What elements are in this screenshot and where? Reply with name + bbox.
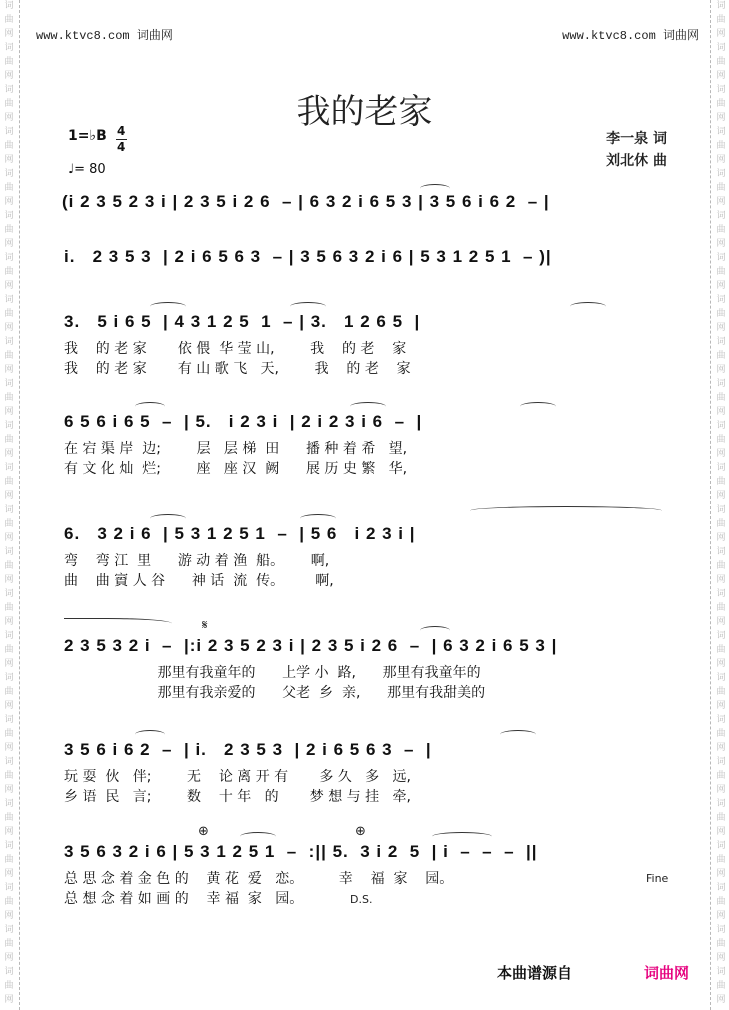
watermark-char: 曲 (4, 309, 14, 319)
watermark-char: 词 (716, 253, 726, 263)
watermark-char: 词 (716, 1, 726, 11)
watermark-char: 曲 (4, 729, 14, 739)
brand-link[interactable]: 词曲网 (644, 964, 690, 982)
watermark-char: 曲 (716, 99, 726, 109)
watermark-char: 曲 (716, 393, 726, 403)
watermark-char: 网 (4, 995, 14, 1005)
watermark-char: 曲 (4, 981, 14, 991)
watermark-char: 网 (4, 239, 14, 249)
watermark-char: 曲 (716, 267, 726, 277)
watermark-char: 曲 (716, 225, 726, 235)
watermark-char: 词 (4, 43, 14, 53)
watermark-char: 网 (4, 953, 14, 963)
score-line-7-lyrics-verse2: 乡 语 民 言; 数 十 年 的 梦 想 与 挂 牵, (64, 789, 411, 805)
watermark-char: 词 (4, 967, 14, 977)
watermark-char: 网 (4, 491, 14, 501)
right-watermark-strip (709, 0, 729, 1010)
watermark-char: 网 (716, 407, 726, 417)
watermark-char: 词 (716, 715, 726, 725)
score-line-8-notes: 3 5 6 3 2 i 6 | 5 3 1 2 5 1 – :|| 5. 3 i 2 5 | i – – – || (64, 842, 538, 861)
watermark-char: 词 (4, 379, 14, 389)
watermark-char: 词 (716, 85, 726, 95)
watermark-char: 曲 (716, 183, 726, 193)
key-signature: 1=♭B (68, 128, 107, 144)
watermark-char: 曲 (4, 141, 14, 151)
score-line-4-lyrics-verse1: 在 宕 渠 岸 边; 层 层 梯 田 播 种 着 希 望, (64, 441, 408, 457)
watermark-char: 曲 (716, 729, 726, 739)
watermark-char: 词 (716, 925, 726, 935)
source-label: 本曲谱源自 (497, 964, 573, 982)
watermark-char: 网 (4, 743, 14, 753)
watermark-char: 网 (4, 701, 14, 711)
score-line-6-notes: 2 3 5 3 2 i – |:i 2 3 5 2 3 i | 2 3 5 i 2 6 – | 6 3 2 i 6 5 3 | (64, 636, 558, 655)
tie-mark (150, 302, 186, 311)
watermark-char: 词 (716, 673, 726, 683)
watermark-char: 网 (716, 197, 726, 207)
fine-marking: Fine (646, 872, 669, 885)
song-title: 我的老家 (296, 92, 433, 132)
watermark-char: 曲 (4, 561, 14, 571)
watermark-char: 网 (716, 449, 726, 459)
watermark-char: 网 (716, 785, 726, 795)
watermark-char: 曲 (716, 897, 726, 907)
watermark-char: 网 (716, 659, 726, 669)
ds-marking: D.S. (350, 893, 373, 906)
watermark-char: 网 (4, 785, 14, 795)
watermark-char: 词 (4, 337, 14, 347)
tie-mark (570, 302, 606, 311)
coda-sign-2: ⊕ (355, 824, 366, 839)
watermark-char: 网 (716, 533, 726, 543)
watermark-char: 词 (716, 295, 726, 305)
watermark-char: 词 (4, 85, 14, 95)
score-line-4-notes: 6 5 6 i 6 5 – | 5. i 2 3 i | 2 i 2 3 i 6 – | (64, 412, 423, 431)
watermark-char: 词 (716, 379, 726, 389)
time-signature-top: 4 (117, 124, 126, 138)
lyricist-credit: 李一泉 词 (606, 131, 667, 147)
watermark-char: 网 (4, 869, 14, 879)
watermark-char: 网 (716, 323, 726, 333)
watermark-char: 词 (4, 547, 14, 557)
watermark-char: 词 (716, 631, 726, 641)
watermark-char: 词 (4, 799, 14, 809)
time-signature-bottom: 4 (117, 140, 126, 154)
tie-mark (350, 402, 386, 411)
watermark-char: 网 (4, 281, 14, 291)
watermark-char: 词 (716, 211, 726, 221)
right-dashed-line (710, 0, 711, 1010)
watermark-char: 词 (4, 127, 14, 137)
watermark-char: 词 (4, 505, 14, 515)
watermark-char: 词 (716, 967, 726, 977)
watermark-char: 词 (4, 631, 14, 641)
segno-sign: 𝄋 (202, 618, 208, 633)
watermark-char: 词 (716, 169, 726, 179)
slur-mark (470, 506, 662, 515)
score-line-3-lyrics-verse2: 我 的 老 家 有 山 歌 飞 天, 我 的 老 家 (64, 361, 411, 377)
watermark-char: 词 (4, 463, 14, 473)
tie-mark (300, 514, 336, 523)
site-url-right[interactable]: www.ktvc8.com 词曲网 (562, 29, 699, 43)
tie-mark (290, 302, 326, 311)
watermark-char: 词 (4, 421, 14, 431)
watermark-char: 曲 (4, 225, 14, 235)
watermark-char: 词 (716, 547, 726, 557)
watermark-char: 网 (716, 743, 726, 753)
watermark-char: 曲 (716, 477, 726, 487)
watermark-char: 词 (716, 421, 726, 431)
tempo-marking: ♩= 80 (68, 162, 106, 177)
watermark-char: 网 (716, 71, 726, 81)
score-line-8-lyrics-verse1: 总 思 念 着 金 色 的 黄 花 爱 恋。 幸 福 家 园。 (64, 871, 454, 887)
watermark-char: 曲 (4, 15, 14, 25)
watermark-char: 网 (4, 533, 14, 543)
watermark-char: 曲 (716, 771, 726, 781)
watermark-char: 网 (4, 29, 14, 39)
watermark-char: 曲 (716, 519, 726, 529)
watermark-char: 曲 (716, 645, 726, 655)
watermark-char: 网 (4, 827, 14, 837)
watermark-char: 网 (716, 953, 726, 963)
score-line-3-notes: 3. 5 i 6 5 | 4 3 1 2 5 1 – | 3. 1 2 6 5 | (64, 312, 421, 331)
composer-credit: 刘北休 曲 (606, 153, 667, 169)
tie-mark (500, 730, 536, 739)
watermark-char: 网 (716, 365, 726, 375)
watermark-char: 网 (716, 617, 726, 627)
watermark-char: 网 (4, 155, 14, 165)
watermark-char: 曲 (716, 603, 726, 613)
watermark-char: 曲 (4, 897, 14, 907)
watermark-char: 曲 (4, 435, 14, 445)
watermark-char: 词 (716, 883, 726, 893)
watermark-char: 曲 (716, 939, 726, 949)
left-dashed-line (19, 0, 20, 1010)
slur-mark (64, 618, 172, 627)
watermark-char: 词 (716, 43, 726, 53)
watermark-char: 词 (4, 1, 14, 11)
watermark-char: 曲 (716, 855, 726, 865)
score-line-1-notes: (i 2 3 5 2 3 i | 2 3 5 i 2 6 – | 6 3 2 i 6 5 3 | 3 5 6 i 6 2 – | (62, 192, 550, 211)
watermark-char: 网 (4, 575, 14, 585)
watermark-char: 网 (716, 239, 726, 249)
tie-mark (135, 730, 165, 739)
watermark-char: 网 (716, 701, 726, 711)
watermark-char: 网 (716, 281, 726, 291)
watermark-char: 词 (4, 925, 14, 935)
watermark-char: 曲 (4, 351, 14, 361)
watermark-char: 曲 (716, 561, 726, 571)
watermark-char: 词 (716, 337, 726, 347)
watermark-char: 曲 (716, 435, 726, 445)
watermark-char: 网 (4, 659, 14, 669)
watermark-char: 网 (716, 155, 726, 165)
watermark-char: 曲 (4, 267, 14, 277)
watermark-char: 曲 (4, 519, 14, 529)
tie-mark (150, 514, 186, 523)
watermark-char: 网 (716, 827, 726, 837)
tie-mark (420, 184, 450, 193)
watermark-char: 词 (4, 757, 14, 767)
score-line-6-lyrics-verse2: 那里有我亲爱的 父老 乡 亲, 那里有我甜美的 (64, 685, 486, 701)
score-line-7-lyrics-verse1: 玩 耍 伙 伴; 无 论 离 开 有 多 久 多 远, (64, 769, 411, 785)
score-line-2-notes: i. 2 3 5 3 | 2 i 6 5 6 3 – | 3 5 6 3 2 i 6 | 5 3 1 2 5 1 – )| (64, 247, 552, 266)
watermark-char: 曲 (716, 15, 726, 25)
watermark-char: 网 (4, 407, 14, 417)
watermark-char: 网 (4, 197, 14, 207)
watermark-char: 网 (716, 113, 726, 123)
watermark-char: 词 (4, 211, 14, 221)
score-line-7-notes: 3 5 6 i 6 2 – | i. 2 3 5 3 | 2 i 6 5 6 3 – | (64, 740, 432, 759)
coda-sign-1: ⊕ (198, 824, 209, 839)
watermark-char: 曲 (716, 351, 726, 361)
tie-mark (240, 832, 276, 841)
tie-mark (432, 832, 492, 841)
watermark-char: 词 (4, 883, 14, 893)
tie-mark (420, 626, 450, 635)
score-line-5-lyrics-verse1: 弯 弯 江 里 游 动 着 渔 船。 啊, (64, 553, 330, 569)
watermark-char: 网 (716, 491, 726, 501)
watermark-char: 曲 (4, 771, 14, 781)
tie-mark (520, 402, 556, 411)
watermark-char: 网 (4, 71, 14, 81)
watermark-char: 词 (716, 799, 726, 809)
tie-mark (135, 402, 165, 411)
watermark-char: 曲 (4, 687, 14, 697)
watermark-char: 词 (4, 589, 14, 599)
watermark-char: 词 (716, 757, 726, 767)
watermark-char: 曲 (716, 813, 726, 823)
watermark-char: 词 (716, 127, 726, 137)
watermark-char: 曲 (4, 393, 14, 403)
watermark-char: 曲 (716, 309, 726, 319)
watermark-char: 词 (716, 589, 726, 599)
watermark-char: 词 (4, 253, 14, 263)
watermark-char: 网 (4, 617, 14, 627)
watermark-char: 网 (716, 911, 726, 921)
watermark-char: 曲 (4, 99, 14, 109)
watermark-char: 曲 (716, 981, 726, 991)
watermark-char: 词 (4, 169, 14, 179)
score-line-6-lyrics-verse1: 那里有我童年的 上学 小 路, 那里有我童年的 (64, 665, 481, 681)
watermark-char: 网 (716, 29, 726, 39)
watermark-char: 曲 (4, 477, 14, 487)
watermark-char: 曲 (4, 645, 14, 655)
watermark-char: 曲 (716, 141, 726, 151)
left-watermark-strip (0, 0, 20, 1010)
watermark-char: 词 (716, 505, 726, 515)
score-line-4-lyrics-verse2: 有 文 化 灿 烂; 座 座 汉 阙 展 历 史 繁 华, (64, 461, 408, 477)
watermark-char: 网 (4, 323, 14, 333)
watermark-char: 网 (716, 575, 726, 585)
watermark-char: 曲 (4, 939, 14, 949)
site-url-left[interactable]: www.ktvc8.com 词曲网 (36, 29, 173, 43)
score-line-3-lyrics-verse1: 我 的 老 家 依 偎 华 莹 山, 我 的 老 家 (64, 341, 407, 357)
watermark-char: 词 (4, 841, 14, 851)
score-line-8-lyrics-verse2: 总 想 念 着 如 画 的 幸 福 家 园。 (64, 891, 304, 907)
watermark-char: 曲 (4, 813, 14, 823)
watermark-char: 词 (716, 463, 726, 473)
watermark-char: 曲 (716, 687, 726, 697)
watermark-char: 曲 (716, 57, 726, 67)
watermark-char: 网 (716, 869, 726, 879)
watermark-char: 网 (4, 113, 14, 123)
watermark-char: 曲 (4, 183, 14, 193)
score-line-5-notes: 6. 3 2 i 6 | 5 3 1 2 5 1 – | 5 6 i 2 3 i | (64, 524, 416, 543)
watermark-char: 词 (4, 295, 14, 305)
watermark-char: 词 (4, 715, 14, 725)
watermark-char: 曲 (4, 603, 14, 613)
watermark-char: 网 (4, 449, 14, 459)
score-line-5-lyrics-verse2: 曲 曲 賨 人 谷 神 话 流 传。 啊, (64, 573, 334, 589)
watermark-char: 网 (4, 365, 14, 375)
watermark-char: 词 (4, 673, 14, 683)
watermark-char: 网 (716, 995, 726, 1005)
watermark-char: 词 (716, 841, 726, 851)
watermark-char: 网 (4, 911, 14, 921)
watermark-char: 曲 (4, 855, 14, 865)
watermark-char: 曲 (4, 57, 14, 67)
